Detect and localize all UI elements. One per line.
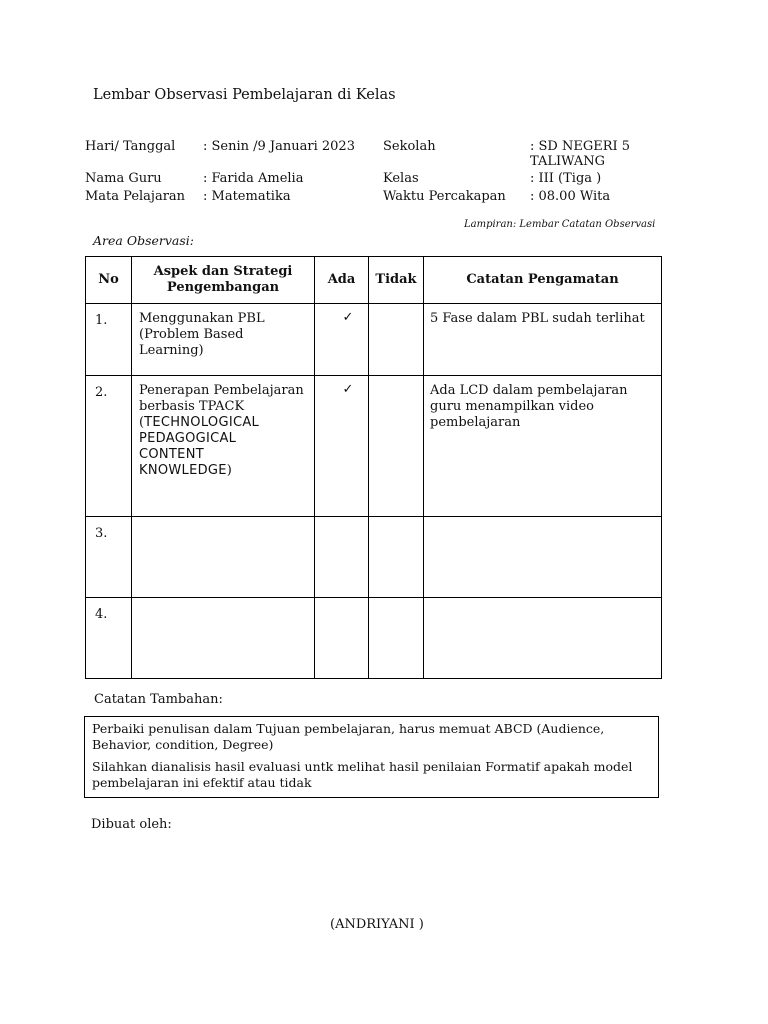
signature-name: (ANDRIYANI )	[330, 917, 424, 932]
row-ada-check: ✓	[315, 376, 369, 517]
table-row	[86, 598, 662, 679]
mapel-label: Mata Pelajaran	[85, 189, 186, 204]
header-tidak: Tidak	[369, 257, 424, 304]
table-row	[86, 517, 662, 598]
sekolah-value-line2: TALIWANG	[530, 154, 605, 169]
row-catatan	[424, 598, 662, 679]
area-observasi-label: Area Observasi:	[93, 233, 195, 248]
row-aspek	[132, 304, 315, 376]
header-aspek-line1: Aspek dan Strategi	[153, 264, 293, 279]
row-tidak	[369, 304, 424, 376]
row-catatan	[424, 517, 662, 598]
row-number: 4.	[86, 598, 132, 679]
row-aspek	[132, 376, 315, 517]
kelas-label: Kelas	[383, 171, 419, 186]
row-ada-check	[315, 517, 369, 598]
row-aspek	[132, 598, 315, 679]
row-ada-check: ✓	[315, 304, 369, 376]
header-no: No	[86, 257, 132, 304]
mapel-value: : Matematika	[203, 189, 291, 204]
catatan-tambahan-label: Catatan Tambahan:	[94, 692, 223, 707]
hari-label: Hari/ Tanggal	[85, 139, 176, 154]
aspek-line	[139, 415, 310, 431]
hari-value: : Senin /9 Januari 2023	[203, 139, 355, 154]
guru-label: Nama Guru	[85, 171, 162, 186]
waktu-label: Waktu Percakapan	[383, 189, 506, 204]
row-tidak	[369, 517, 424, 598]
catatan-tambahan-box	[84, 716, 659, 798]
catatan-paragraph: Silahkan dianalisis hasil evaluasi untk melihat hasil penilaian Formatif apakah model pembelajaran ini efektif atau tidak	[92, 759, 633, 790]
paren-open: (	[139, 415, 145, 430]
waktu-value: : 08.00 Wita	[530, 189, 611, 204]
document-title: Lembar Observasi Pembelajaran di Kelas	[93, 87, 396, 103]
table-row	[86, 304, 662, 376]
header-ada: Ada	[315, 257, 369, 304]
dibuat-oleh-label: Dibuat oleh:	[91, 817, 172, 832]
row-catatan: Ada LCD dalam pembelajaran guru menampilkan video pembelajaran	[424, 376, 662, 517]
row-number: 3.	[86, 517, 132, 598]
header-aspek-line2: Pengembangan	[166, 280, 280, 295]
aspek-line: Menggunakan PBL	[139, 311, 265, 326]
aspek-caps: TECHNOLOGICAL	[144, 415, 260, 430]
row-number: 2.	[86, 376, 132, 517]
row-catatan: 5 Fase dalam PBL sudah terlihat	[424, 304, 662, 376]
sekolah-value: : SD NEGERI 5	[530, 139, 631, 154]
header-aspek	[132, 257, 315, 304]
sekolah-label: Sekolah	[383, 139, 436, 154]
observation-table	[85, 256, 662, 679]
aspek-line: Penerapan Pembelajaran	[139, 383, 304, 398]
paren-close: )	[226, 463, 232, 478]
aspek-line	[139, 463, 310, 479]
table-header-row	[86, 257, 662, 304]
row-tidak	[369, 376, 424, 517]
lampiran-note: Lampiran: Lembar Catatan Observasi	[464, 219, 656, 230]
catatan-paragraph: Perbaiki penulisan dalam Tujuan pembelajaran, harus memuat ABCD (Audience, Behavior, condition, Degree)	[92, 721, 605, 752]
row-number: 1.	[86, 304, 132, 376]
table-row	[86, 376, 662, 517]
row-aspek	[132, 517, 315, 598]
kelas-value: : III (Tiga )	[530, 171, 602, 186]
aspek-line: berbasis TPACK	[139, 399, 245, 414]
header-catatan: Catatan Pengamatan	[424, 257, 662, 304]
aspek-caps: KNOWLEDGE	[139, 463, 227, 478]
aspek-line: (Problem Based Learning)	[139, 327, 244, 358]
aspek-caps: PEDAGOGICAL	[139, 431, 237, 446]
aspek-caps: CONTENT	[139, 447, 204, 462]
row-tidak	[369, 598, 424, 679]
row-ada-check	[315, 598, 369, 679]
guru-value: : Farida Amelia	[203, 171, 304, 186]
